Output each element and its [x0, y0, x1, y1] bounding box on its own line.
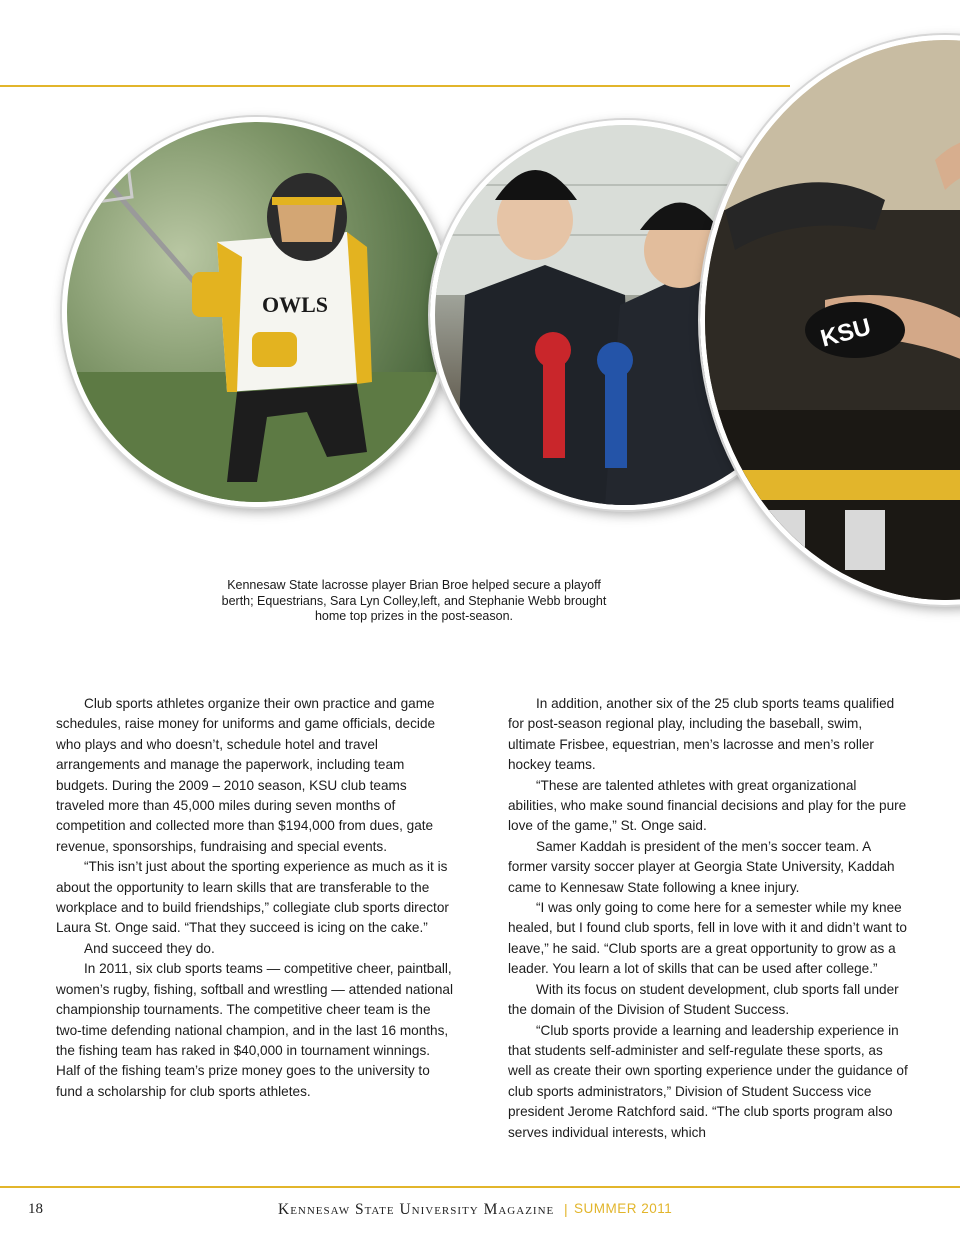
page-number: 18 [28, 1201, 43, 1217]
top-rule [0, 85, 790, 87]
article-paragraph: “This isn’t just about the sporting experience as much as it is about the opportunity to learn skills that are transferable to the workplace and to build friendships,” collegiate club sports director Laura St. Onge said. “That they succeed is icing on the cake.” [56, 859, 449, 936]
footer-separator: | [564, 1201, 568, 1217]
article-paragraph: “I was only going to come here for a semester while my knee healed, but I found club sports, fell in love with it and didn’t want to leave,” he said. “Club sports are a great opportunity to grow as a leader. You learn a lot of skills that can be used after college.” [508, 900, 907, 977]
article-paragraph: “Club sports provide a learning and leadership experience in that students self-administer and self-regulate these sports, as well as create their own sporting experience under the guidance of club sports administrators,” Division of Student Success vice president Jerome Ratchford said. “The club sports program also serves individual interests, which [508, 1022, 908, 1140]
photo-caption: Kennesaw State lacrosse player Brian Broe helped secure a playoff berth; Equestrians, Sara Lyn Colley,left, and Stephanie Webb brought home top prizes in the post-season. [221, 578, 607, 623]
article-paragraph: In 2011, six club sports teams — competitive cheer, paintball, women’s rugby, fishing, softball and wrestling — attended national championship tournaments. The competitive cheer team is the two-time defending national champion, and in the last 16 months, the fishing team has raked in $40,000 in tournament winnings. Half of the fishing team’s prize money goes to the university to fund a scholarship for club sports athletes. [56, 961, 453, 1099]
lacrosse-illustration [67, 122, 447, 502]
article-paragraph: With its focus on student development, club sports fall under the domain of the Division of Student Success. [508, 981, 899, 1018]
issue-label: SUMMER 2011 [574, 1201, 673, 1216]
magazine-title: Kennesaw State University Magazine [278, 1201, 555, 1218]
swim-illustration [705, 40, 960, 600]
article-paragraph: Samer Kaddah is president of the men’s soccer team. A former varsity soccer player at Georgia State University, Kaddah came to Kennesaw State following a knee injury. [508, 838, 895, 895]
article-column-left [56, 694, 456, 1102]
lacrosse-photo [62, 117, 452, 507]
article-paragraph: In addition, another six of the 25 club sports teams qualified for post-season regional play, including the baseball, swim, ultimate Frisbee, equestrian, men’s lacrosse and men’s roller hockey teams. [508, 696, 895, 773]
article-column-right [508, 694, 908, 1143]
footer-rule [0, 1186, 960, 1188]
article-paragraph: And succeed they do. [84, 940, 215, 956]
swim-photo [700, 35, 960, 605]
swim-cap-text: KSU [817, 313, 874, 353]
article-paragraph: Club sports athletes organize their own practice and game schedules, raise money for uniforms and game officials, decide who plays and who doesn’t, schedule hotel and travel arrangements and manage the paperwork, including team budgets. During the 2009 – 2010 season, KSU club teams traveled more than 45,000 miles during seven months of competition and collected more than $194,000 from dues, gate revenue, sponsorships, fundraising and special events. [56, 696, 436, 854]
article-paragraph: “These are talented athletes with great organizational abilities, who make sound financial decisions and play for the pure love of the game,” St. Onge said. [508, 777, 907, 834]
jersey-text: OWLS [262, 292, 329, 317]
